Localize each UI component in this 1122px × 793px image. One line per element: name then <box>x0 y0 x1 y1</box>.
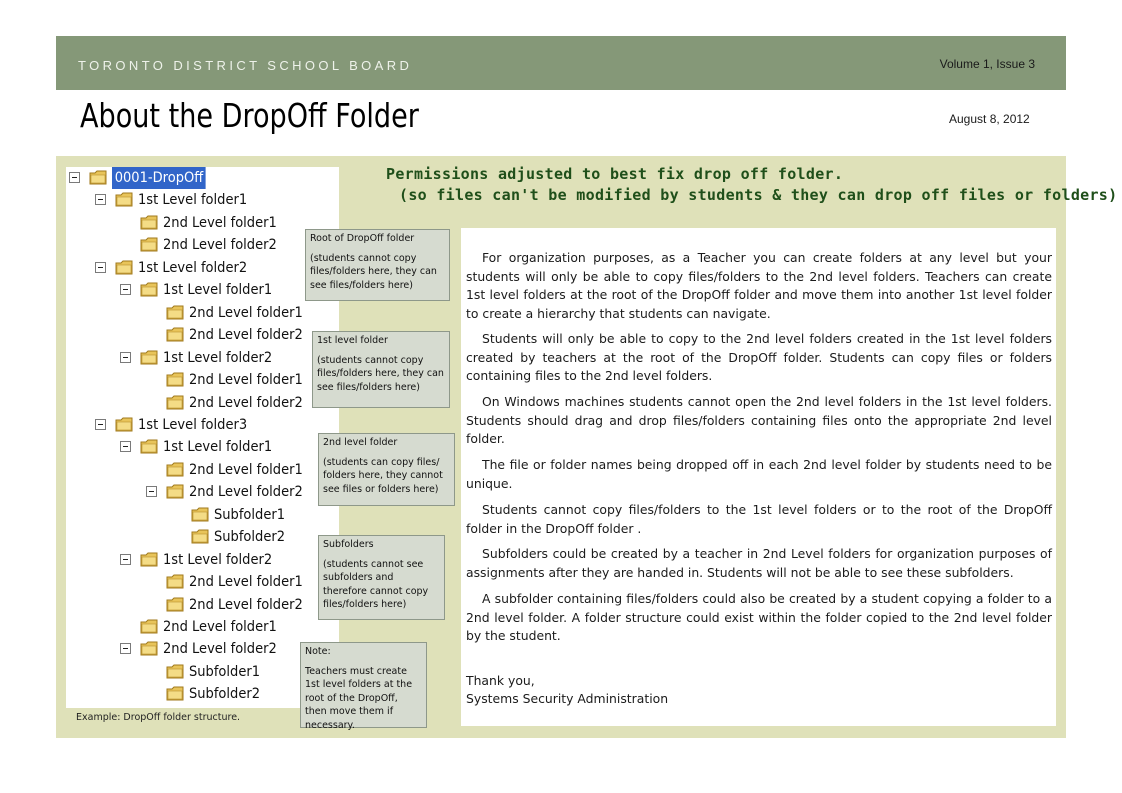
tree-node-label: 1st Level folder1 <box>163 439 273 456</box>
tree-node-label: 1st Level folder3 <box>137 416 247 433</box>
heading-line-2: (so files can't be modified by students & they can drop off files or folders) <box>399 186 1118 204</box>
tree-node-label: 2nd Level folder1 <box>163 214 277 231</box>
collapse-toggle-icon[interactable] <box>120 554 131 565</box>
tree-node-label: 2nd Level folder1 <box>188 304 303 321</box>
folder-icon <box>166 597 184 612</box>
tree-node-label: 2nd Level folder1 <box>163 619 277 635</box>
folder-icon <box>140 215 158 230</box>
collapse-toggle-icon[interactable] <box>95 419 106 430</box>
collapse-toggle-icon[interactable] <box>95 194 106 205</box>
collapse-toggle-icon[interactable] <box>120 352 131 363</box>
tree-node-label: Subfolder2 <box>188 686 260 703</box>
paragraph-3: On Windows machines students cannot open the 2nd level folders in the 1st level folders. Students should drag and drop files/folders containing files onto the appropriate 2nd level folder. <box>466 394 1052 446</box>
folder-icon <box>140 350 158 365</box>
folder-icon <box>166 372 184 387</box>
tree-node[interactable] <box>66 526 339 548</box>
tree-node-label: 2nd Level folder1 <box>188 461 303 478</box>
tree-node[interactable] <box>66 616 339 638</box>
folder-icon <box>89 170 107 185</box>
tree-node[interactable] <box>66 167 339 189</box>
folder-icon <box>166 462 184 477</box>
tree-node-label: 2nd Level folder2 <box>188 394 303 411</box>
note-teachers <box>300 642 427 731</box>
tree-node-label: 2nd Level folder2 <box>163 641 277 658</box>
note-title: Note: <box>305 646 331 657</box>
tree-node[interactable] <box>66 257 339 279</box>
tree-node-label: Subfolder1 <box>188 663 260 680</box>
note-body: Teachers must create 1st level folders at the root of the DropOff, then move them if necessary. <box>305 665 413 731</box>
folder-icon <box>166 395 184 410</box>
note-title: 1st level folder <box>317 335 388 346</box>
tree-node[interactable] <box>66 369 339 391</box>
collapse-toggle-icon[interactable] <box>120 441 131 452</box>
tree-node[interactable] <box>66 302 339 324</box>
tree-node-label: 1st Level folder2 <box>163 349 273 366</box>
tree-node-label: Subfolder2 <box>214 529 286 546</box>
folder-icon <box>115 260 133 275</box>
tree-node[interactable] <box>66 661 339 683</box>
permissions-heading <box>386 164 1117 206</box>
tree-node[interactable] <box>66 347 339 369</box>
folder-icon <box>140 641 158 656</box>
paragraph-5: Students cannot copy files/folders to the 1st level folders or to the root of the DropOff folder in the DropOff folder . <box>466 502 1052 536</box>
tree-node[interactable] <box>66 436 339 458</box>
tree-node-label: 1st Level folder1 <box>163 282 273 299</box>
closing-thanks: Thank you, <box>466 673 535 688</box>
note-body: (students cannot copy files/folders here, they can see files/folders here) <box>317 354 444 393</box>
folder-icon <box>115 417 133 432</box>
heading-line-1: Permissions adjusted to best fix drop off folder. <box>386 165 844 183</box>
folder-icon <box>166 574 184 589</box>
collapse-toggle-icon[interactable] <box>146 486 157 497</box>
note-subfolders <box>318 535 445 620</box>
tree-node[interactable] <box>66 189 339 211</box>
signature: Systems Security Administration <box>466 691 669 706</box>
note-body: (students cannot copy files/folders here, they can see files/folders here) <box>310 252 437 291</box>
volume-issue: Volume 1, Issue 3 <box>939 57 1035 71</box>
tree-node-label: 2nd Level folder2 <box>188 596 303 613</box>
folder-icon <box>166 484 184 499</box>
folder-icon <box>191 529 209 544</box>
collapse-toggle-icon[interactable] <box>95 262 106 273</box>
publish-date: August 8, 2012 <box>949 112 1030 126</box>
tree-node[interactable] <box>66 594 339 616</box>
folder-icon <box>166 686 184 701</box>
tree-node[interactable] <box>66 638 339 660</box>
folder-icon <box>140 237 158 252</box>
folder-tree <box>66 167 339 708</box>
tree-node-label: 1st Level folder1 <box>137 192 247 209</box>
paragraph-6: Subfolders could be created by a teacher in 2nd Level folders for organization purposes of assignments after they are handed in. Students will not be able to see these subfolders. <box>466 546 1052 580</box>
folder-icon <box>191 507 209 522</box>
tree-node[interactable] <box>66 504 339 526</box>
tree-node[interactable] <box>66 481 339 503</box>
tree-node-label: 2nd Level folder2 <box>188 327 303 344</box>
paragraph-1: For organization purposes, as a Teacher you can create folders at any level but your students will only be able to copy files/folders to the 2nd level folders. Teachers can create 1st level folders at the root of the DropOff folder and move them into another 1st level folder to create a hierarchy that students can navigate. <box>466 250 1052 321</box>
note-title: Root of DropOff folder <box>310 233 415 244</box>
tree-caption: Example: DropOff folder structure. <box>76 712 241 723</box>
tree-node-label: Subfolder1 <box>214 506 286 523</box>
tree-node-label: 2nd Level folder2 <box>163 237 277 254</box>
tree-node[interactable] <box>66 392 339 414</box>
tree-node[interactable] <box>66 571 339 593</box>
tree-node[interactable] <box>66 459 339 481</box>
tree-node[interactable] <box>66 234 339 256</box>
tree-node[interactable] <box>66 414 339 436</box>
collapse-toggle-icon[interactable] <box>69 172 80 183</box>
paragraph-4: The file or folder names being dropped off in each 2nd level folder by students need to be unique. <box>466 457 1052 491</box>
folder-icon <box>115 192 133 207</box>
page-title: About the DropOff Folder <box>80 96 419 135</box>
tree-node-label: 2nd Level folder1 <box>188 372 303 389</box>
tree-node[interactable] <box>66 683 339 705</box>
tree-node[interactable] <box>66 324 339 346</box>
note-first-level <box>312 331 450 408</box>
paragraph-2: Students will only be able to copy to the 2nd level folders created in the 1st level folders created by teachers at the root of the DropOff folder. Students can copy files or folders containing files to the 2nd level folders. <box>466 331 1052 383</box>
note-body: (students cannot see subfolders and therefore cannot copy files/folders here) <box>323 558 429 610</box>
note-title: 2nd level folder <box>323 437 398 448</box>
collapse-toggle-icon[interactable] <box>120 643 131 654</box>
note-title: Subfolders <box>323 539 374 550</box>
tree-node-label: 1st Level folder2 <box>163 551 273 568</box>
folder-icon <box>140 439 158 454</box>
tree-node-label: 0001-DropOff <box>112 167 206 189</box>
note-second-level <box>318 433 455 506</box>
tree-node[interactable] <box>66 549 339 571</box>
folder-icon <box>140 282 158 297</box>
collapse-toggle-icon[interactable] <box>120 284 131 295</box>
tree-node[interactable] <box>66 279 339 301</box>
header-banner <box>56 36 1066 90</box>
folder-icon <box>166 327 184 342</box>
tree-node[interactable] <box>66 212 339 234</box>
folder-icon <box>166 305 184 320</box>
tree-node-label: 1st Level folder2 <box>137 259 247 276</box>
tree-node-label: 2nd Level folder2 <box>188 484 303 501</box>
organization-name: TORONTO DISTRICT SCHOOL BOARD <box>78 58 413 73</box>
paragraph-7: A subfolder containing files/folders could also be created by a student copying a folder to a 2nd level folder. A folder structure could exist within the folder copied to the 2nd level folder by the student. <box>466 591 1052 643</box>
tree-node-label: 2nd Level folder1 <box>188 574 303 591</box>
folder-icon <box>140 552 158 567</box>
note-body: (students can copy files/ folders here, they cannot see files or folders here) <box>323 456 443 495</box>
note-root-folder <box>305 229 450 301</box>
folder-icon <box>140 619 158 634</box>
folder-icon <box>166 664 184 679</box>
